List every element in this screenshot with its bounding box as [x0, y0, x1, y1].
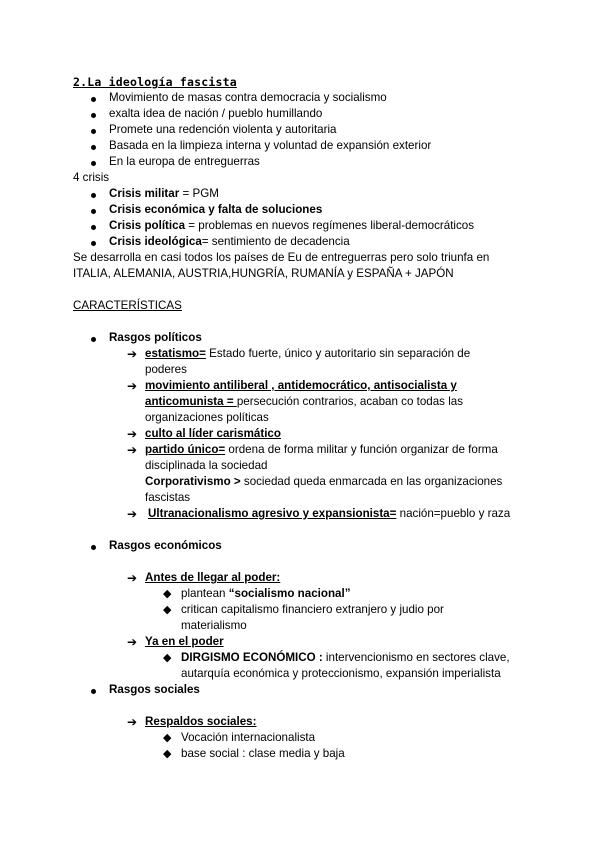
crisis-item: [109, 234, 350, 250]
crisis-term: Crisis política: [109, 219, 186, 232]
arrow-icon: ➔: [127, 443, 138, 457]
crisis-desc: = sentimiento de decadencia: [201, 235, 350, 248]
continuation-line: fascistas: [145, 491, 191, 504]
bullet-icon: [91, 545, 96, 550]
list-item: Vocación internacionalista: [181, 731, 316, 744]
bullet-icon: [91, 193, 96, 198]
term: “socialismo nacional”: [228, 587, 351, 600]
political-item: [145, 346, 470, 362]
arrow-icon: ➔: [127, 347, 138, 361]
section-title: 2.La ideología fascista: [73, 75, 237, 89]
bullet-icon: [91, 241, 96, 246]
arrow-icon: ➔: [127, 571, 138, 585]
desc: ordena de forma militar y función organizar de forma: [225, 443, 498, 456]
crisis-desc: = PGM: [179, 187, 219, 200]
desc: Estado fuerte, único y autoritario sin separación de: [205, 347, 471, 360]
continuation-line: disciplinada la sociedad: [145, 459, 268, 472]
list-item: critican capitalismo financiero extranjero y judio por: [181, 603, 444, 616]
term: partido único=: [145, 443, 226, 456]
bullet-icon: [91, 129, 96, 134]
crisis-term: Crisis ideológica: [109, 235, 202, 248]
diamond-icon: ◆: [163, 604, 172, 616]
crisis-desc: = problemas en nuevos regímenes liberal-democráticos: [185, 219, 475, 232]
list-item: exalta idea de nación / pueblo humillando: [109, 107, 323, 120]
characteristics-heading: CARACTERÍSTICAS: [73, 299, 182, 312]
diamond-icon: ◆: [163, 748, 172, 760]
political-item: [148, 506, 510, 522]
list-item: Movimiento de masas contra democracia y socialismo: [109, 91, 387, 104]
term: culto al líder carismático: [145, 427, 281, 440]
continuation-line: poderes: [145, 363, 187, 376]
crisis-term: Crisis militar: [109, 187, 180, 200]
paragraph-line: ITALIA, ALEMANIA, AUSTRIA,HUNGRÍA, RUMANÍA y ESPAÑA + JAPÓN: [73, 267, 454, 280]
crisis-item: [109, 202, 322, 218]
bullet-icon: [91, 337, 96, 342]
list-item: En la europa de entreguerras: [109, 155, 260, 168]
term: Ultranacionalismo agresivo y expansionista=: [148, 507, 397, 520]
bullet-icon: [91, 689, 96, 694]
desc: intervencionismo en sectores clave,: [322, 651, 510, 664]
subheading: Ya en el poder: [145, 635, 224, 648]
bullet-icon: [91, 161, 96, 166]
bullet-icon: [91, 113, 96, 118]
arrow-icon: ➔: [127, 427, 138, 441]
economic-heading: Rasgos económicos: [109, 539, 222, 552]
desc: sociedad queda enmarcada en las organizaciones: [240, 475, 503, 488]
diamond-icon: ◆: [163, 652, 172, 664]
continuation-line: organizaciones políticas: [145, 411, 269, 424]
arrow-icon: ➔: [127, 379, 138, 393]
political-item: [145, 394, 463, 410]
political-subitem: [145, 474, 502, 490]
desc: nación=pueblo y raza: [396, 507, 511, 520]
term: estatismo=: [145, 347, 206, 360]
continuation-line: materialismo: [181, 619, 247, 632]
political-item: [145, 442, 498, 458]
subheading: Antes de llegar al poder:: [145, 571, 281, 584]
arrow-icon: ➔: [127, 635, 138, 649]
crisis-term: Crisis económica y falta de soluciones: [109, 203, 323, 216]
list-item: Promete una redención violenta y autoritaria: [109, 123, 337, 136]
bullet-icon: [91, 209, 96, 214]
term: movimiento antiliberal , antidemocrático, antisocialista y: [145, 379, 457, 392]
arrow-icon: ➔: [127, 715, 138, 729]
desc: persecución contrarios, acaban co todas las: [236, 395, 464, 408]
list-item: base social : clase media y baja: [181, 747, 345, 760]
desc: plantean: [181, 587, 229, 600]
crisis-label: 4 crisis: [73, 171, 110, 184]
crisis-item: [109, 218, 474, 234]
term: anticomunista =: [145, 395, 237, 408]
social-heading: Rasgos sociales: [109, 683, 200, 696]
term: DIRGISMO ECONÓMICO :: [181, 651, 323, 664]
arrow-icon: ➔: [127, 507, 138, 521]
list-item: Basada en la limpieza interna y voluntad de expansión exterior: [109, 139, 432, 152]
list-item: [181, 650, 510, 666]
subheading: Respaldos sociales:: [145, 715, 257, 728]
bullet-icon: [91, 97, 96, 102]
continuation-line: autarquía económica y proteccionismo, expansión imperialista: [181, 667, 501, 680]
paragraph-line: Se desarrolla en casi todos los países de Eu de entreguerras pero solo triunfa en: [73, 251, 490, 264]
diamond-icon: ◆: [163, 732, 172, 744]
crisis-item: [109, 186, 219, 202]
list-item: [181, 586, 351, 602]
political-heading: Rasgos políticos: [109, 331, 202, 344]
bullet-icon: [91, 145, 96, 150]
bullet-icon: [91, 225, 96, 230]
diamond-icon: ◆: [163, 588, 172, 600]
term: Corporativismo >: [145, 475, 241, 488]
